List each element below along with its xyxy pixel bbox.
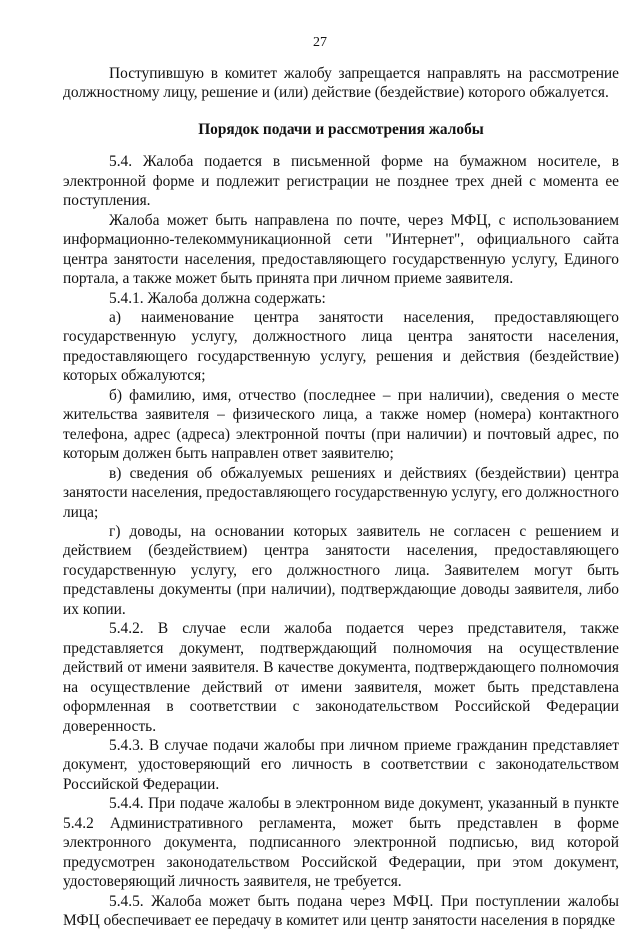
list-item-v: в) сведения об обжалуемых решениях и действиях (бездействии) центра занятости населения, предоставляющего государственную услугу, его должностного лица; (63, 464, 619, 521)
paragraph-5-4-5: 5.4.5. Жалоба может быть подана через МФЦ. При поступлении жалобы МФЦ обеспечивает ее передачу в комитет или центр занятости населения в порядке (63, 892, 619, 930)
paragraph-5-4-1: 5.4.1. Жалоба должна содержать: (109, 289, 326, 307)
paragraph-5-4-3: 5.4.3. В случае подачи жалобы при личном приеме гражданин представляет документ, удостоверяющий его личность в соответствии с законодательством Российской Федерации. (63, 736, 619, 793)
paragraph-5-4-2: 5.4.2. В случае если жалоба подается через представителя, также представляется документ, подтверждающий полномочия на осуществление действий от имени заявителя. В качестве документа, подтверждающего полномочия на осуществление действий от имени заявителя, может быть представлена оформленная в соответствии с законодательством Российской Федерации доверенность. (63, 620, 619, 735)
document-body (63, 64, 619, 930)
list-item-g: г) доводы, на основании которых заявитель не согласен с решением и действием (бездействием) центра занятости населения, предоставляющего государственную услугу, его должностного лица. Заявителем могут быть представлены документы (при наличии), подтверждающие доводы заявителя, либо их копии. (63, 522, 619, 618)
paragraph-5-4-4: 5.4.4. При подаче жалобы в электронном виде документ, указанный в пункте 5.4.2 Административного регламента, может быть представлен в форме электронного документа, подписанного электронной подписью, вид которой предусмотрен законодательством Российской Федерации, при этом документ, удостоверяющий личность заявителя, не требуется. (63, 795, 619, 891)
list-item-b: б) фамилию, имя, отчество (последнее – при наличии), сведения о месте жительства заявителя – физического лица, а также номер (номера) контактного телефона, адрес (адреса) электронной почты (при наличии) и почтовый адрес, по которым должен быть направлен ответ заявителю; (63, 386, 619, 463)
paragraph-intro: Поступившую в комитет жалобу запрещается направлять на рассмотрение должностному лицу, решение и (или) действие (бездействие) которого обжалуется. (63, 65, 619, 102)
paragraph-5-4: 5.4. Жалоба подается в письменной форме на бумажном носителе, в электронной форме и подлежит регистрации не позднее трех дней с момента ее поступления. (63, 153, 619, 210)
section-heading: Порядок подачи и рассмотрения жалобы (198, 120, 484, 138)
page-number: 27 (313, 35, 327, 50)
paragraph-submission-methods: Жалоба может быть направлена по почте, через МФЦ, с использованием информационно-телекоммуникационной сети "Интернет", официального сайта центра занятости населения, предоставляющего государственную услугу, Единого портала, а также может быть принята при личном приеме заявителя. (63, 211, 619, 288)
list-item-a: а) наименование центра занятости населения, предоставляющего государственную услугу, должностного лица центра занятости населения, предоставляющего государственную услугу, решения и действия (бездействие) которых обжалуются; (63, 308, 619, 385)
